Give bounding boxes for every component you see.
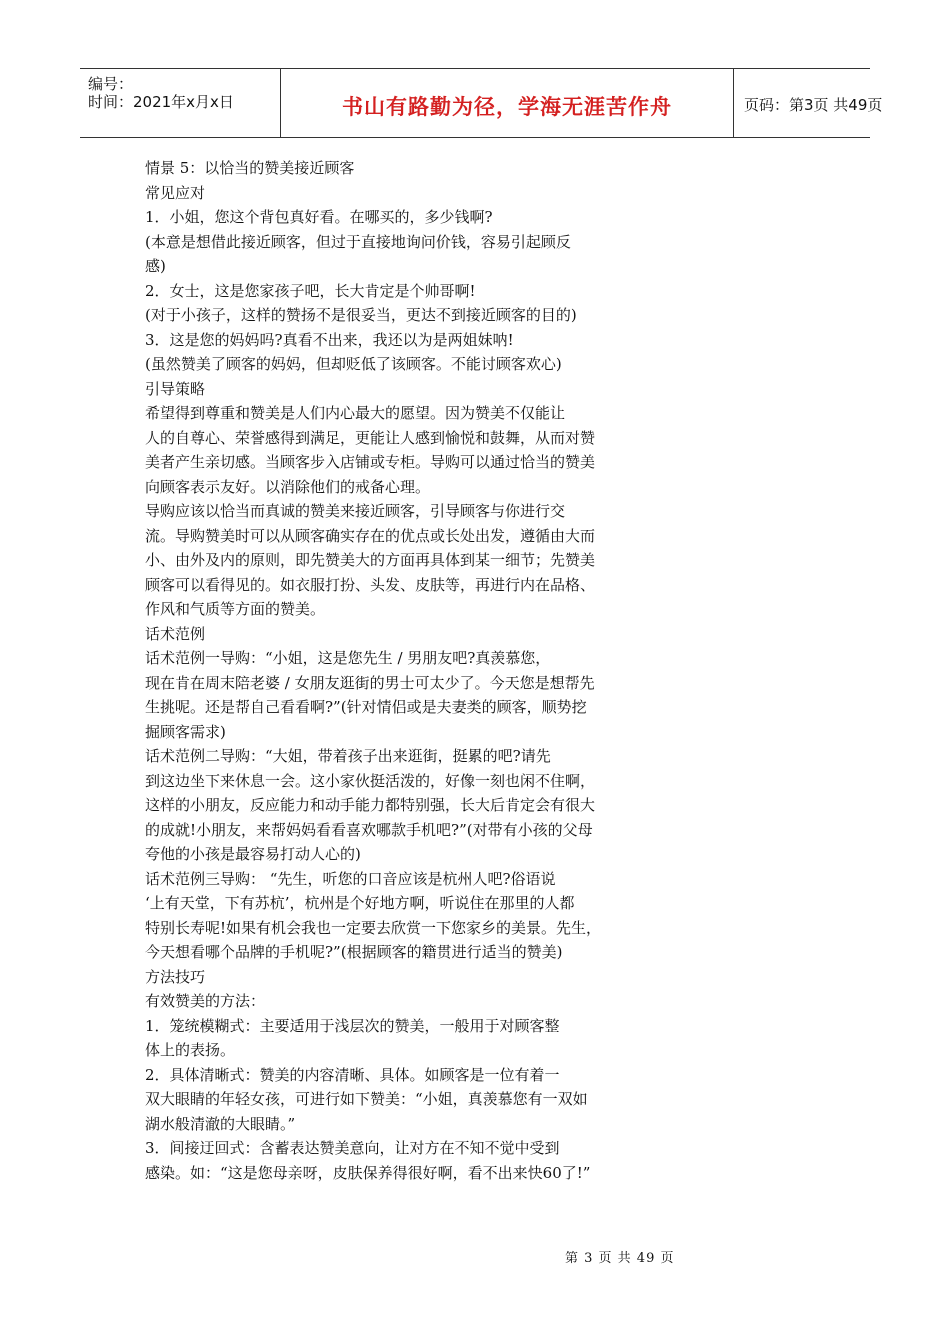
- document-code-label: 编号：: [88, 75, 134, 93]
- body-line: 流。导购赞美时可以从顾客确实存在的优点或长处出发，遵循由大而: [145, 526, 596, 545]
- body-line: ‘上有天堂，下有苏杭’，杭州是个好地方啊，听说住在那里的人都: [145, 894, 575, 912]
- page-footer: 第 3 页 共 49 页: [565, 1251, 675, 1266]
- body-line: 1．笼统模糊式：主要适用于浅层次的赞美，一般用于对顾客整: [145, 1016, 560, 1035]
- body-line: 的成就!小朋友，来帮妈妈看看喜欢哪款手机吧?”(对带有小孩的父母: [145, 820, 593, 839]
- body-line: 夸他的小孩是最容易打动人心的): [145, 845, 361, 863]
- body-line: 引导策略: [145, 379, 206, 398]
- body-line: 话术范例三导购： “先生，听您的口音应该是杭州人吧?俗语说: [145, 869, 556, 888]
- body-line: 感): [145, 257, 166, 275]
- page-code: 页码：第3页 共49页: [744, 96, 883, 114]
- body-line: 1．小姐，您这个背包真好看。在哪买的，多少钱啊?: [145, 208, 493, 226]
- body-line: 小、由外及内的原则，即先赞美大的方面再具体到某一细节；先赞美: [145, 551, 596, 569]
- body-line: 湖水般清澈的大眼睛。”: [145, 1114, 296, 1133]
- body-line: 话术范例一导购：“小姐，这是您先生 / 男朋友吧?真羡慕您，: [145, 649, 551, 667]
- body-line: 方法技巧: [145, 967, 206, 986]
- body-line: 2．女士，这是您家孩子吧，长大肯定是个帅哥啊!: [145, 281, 476, 300]
- body-line: 到这边坐下来休息一会。这小家伙挺活泼的，好像一刻也闲不住啊，: [145, 771, 596, 790]
- body-line: 这样的小朋友，反应能力和动手能力都特别强，长大后肯定会有很大: [145, 796, 596, 814]
- body-line: 有效赞美的方法：: [145, 992, 266, 1010]
- header-page-cell: [734, 69, 883, 137]
- body-line: 话术范例二导购：“大姐，带着孩子出来逛街，挺累的吧?请先: [145, 747, 551, 765]
- body-line: 特别长寿呢!如果有机会我也一定要去欣赏一下您家乡的美景。先生，: [145, 918, 602, 937]
- body-line: 3．间接迂回式：含蓄表达赞美意向，让对方在不知不觉中受到: [145, 1139, 560, 1157]
- body-line: 导购应该以恰当而真诚的赞美来接近顾客，引导顾客与你进行交: [145, 502, 566, 520]
- motto-text: 书山有路勤为径，学海无涯苦作舟: [342, 95, 672, 119]
- body-line: (虽然赞美了顾客的妈妈，但却贬低了该顾客。不能讨顾客欢心): [145, 355, 562, 373]
- document-body: [145, 156, 665, 1185]
- body-line: 希望得到尊重和赞美是人们内心最大的愿望。因为赞美不仅能让: [145, 404, 566, 422]
- body-line: 现在肯在周末陪老婆 / 女朋友逛街的男士可太少了。今天您是想帮先: [145, 673, 595, 692]
- body-line: 2．具体清晰式：赞美的内容清晰、具体。如顾客是一位有着一: [145, 1065, 560, 1084]
- body-line: 体上的表扬。: [145, 1041, 236, 1059]
- body-line: 顾客可以看得见的。如衣服打扮、头发、皮肤等，再进行内在品格、: [145, 575, 596, 594]
- body-line: (本意是想借此接近顾客，但过于直接地询问价钱，容易引起顾反: [145, 232, 571, 251]
- body-line: 感染。如：“这是您母亲呀，皮肤保养得很好啊，看不出来快60了!”: [145, 1163, 591, 1182]
- body-line: 今天想看哪个品牌的手机呢?”(根据顾客的籍贯进行适当的赞美): [145, 943, 563, 961]
- body-line: 常见应对: [145, 183, 206, 202]
- body-line: 生挑呢。还是帮自己看看啊?”(针对情侣或是夫妻类的顾客，顺势挖: [145, 698, 587, 716]
- header-meta-cell: [80, 69, 281, 137]
- body-line: (对于小孩子，这样的赞扬不是很妥当，更达不到接近顾客的目的): [145, 306, 577, 324]
- body-line: 向顾客表示友好。以消除他们的戒备心理。: [145, 477, 431, 496]
- body-line: 话术范例: [145, 624, 206, 643]
- document-date: 时间：2021年x月x日: [88, 93, 234, 111]
- body-line: 双大眼睛的年轻女孩，可进行如下赞美：“小姐，真羡慕您有一双如: [145, 1090, 588, 1108]
- body-line: 作风和气质等方面的赞美。: [145, 600, 326, 618]
- page-header: [80, 68, 883, 138]
- body-line: 情景 5：以恰当的赞美接近顾客: [145, 159, 355, 177]
- body-line: 掘顾客需求): [145, 722, 226, 741]
- header-motto-cell: [281, 69, 734, 137]
- body-line: 3．这是您的妈妈吗?真看不出来，我还以为是两姐妹呐!: [145, 330, 514, 349]
- body-line: 美者产生亲切感。当顾客步入店铺或专柜。导购可以通过恰当的赞美: [145, 453, 596, 471]
- body-line: 人的自尊心、荣誉感得到满足，更能让人感到愉悦和鼓舞，从而对赞: [145, 428, 596, 447]
